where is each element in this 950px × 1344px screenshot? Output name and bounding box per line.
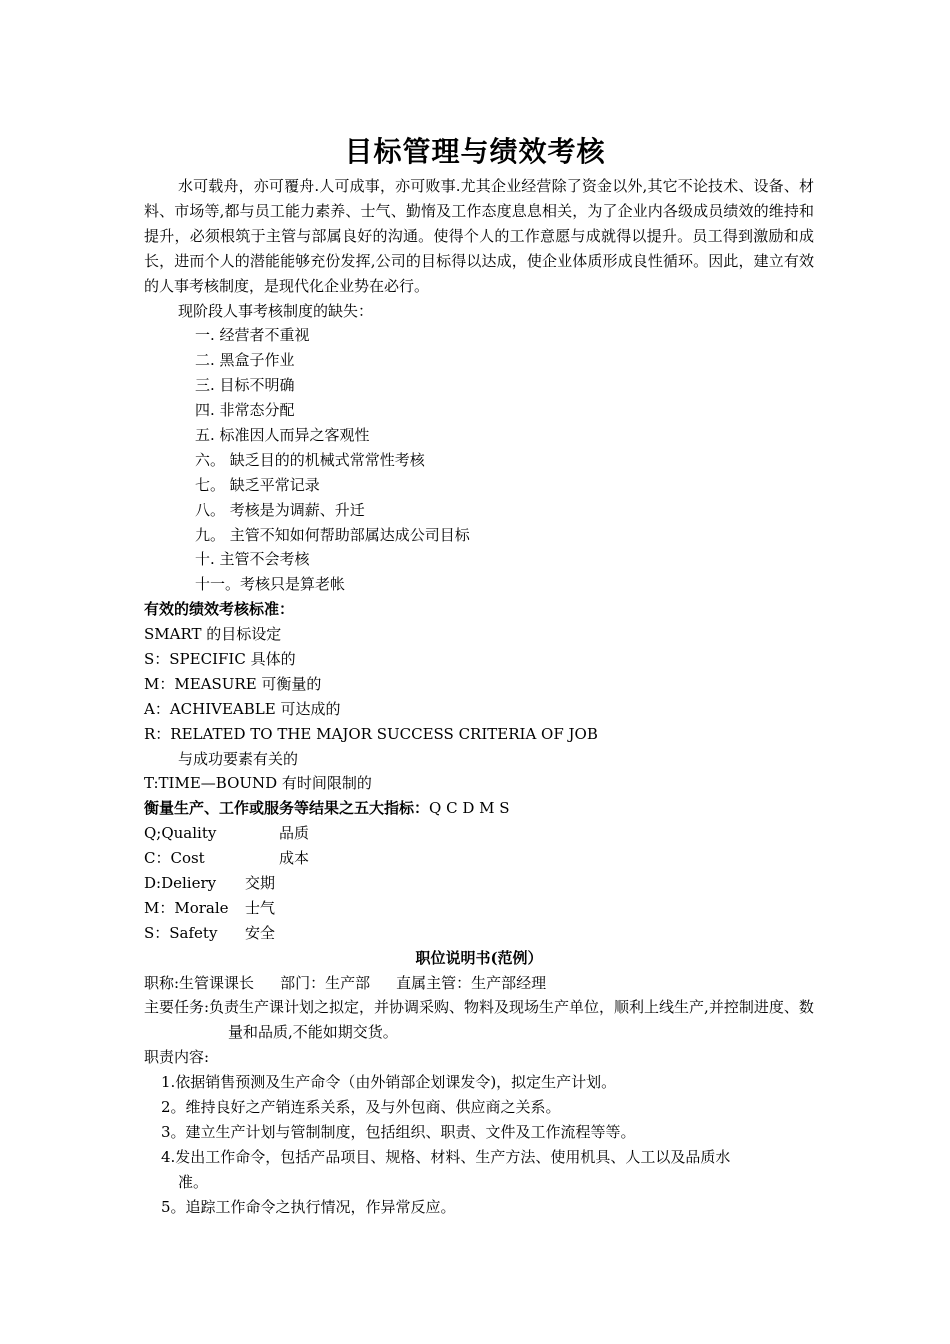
indicator-row [144, 821, 814, 846]
smart-item-s: S：SPECIFIC 具体的 [144, 650, 296, 668]
duty-item: 1.依据销售预测及生产命令（由外销部企划课发令)，拟定生产计划。 [161, 1073, 617, 1092]
list-item: 三. 目标不明确 [195, 376, 295, 395]
indicator-code: C：Cost [144, 849, 205, 868]
list-item: 十. 主管不会考核 [195, 550, 310, 569]
indicator-row [144, 896, 814, 921]
list-item: 八。 考核是为调薪、升迁 [195, 500, 365, 519]
duty-item: 3。建立生产计划与管制制度，包括组织、职责、文件及工作流程等等。 [161, 1122, 636, 1141]
smart-title: SMART 的目标设定 [144, 625, 282, 644]
defects-heading: 现阶段人事考核制度的缺失： [178, 301, 374, 320]
indicator-code: M：Morale [144, 898, 229, 917]
list-item: 二. 黑盒子作业 [195, 351, 295, 370]
duties-heading: 职责内容: [144, 1048, 210, 1067]
list-item: 十一。考核只是算老帐 [195, 575, 346, 594]
list-item: 七。 缺乏平常记录 [195, 475, 320, 494]
duty-item-continuation: 准。 [178, 1172, 209, 1191]
job-department: 部门：生产部 [280, 973, 371, 992]
indicator-meaning: 成本 [279, 849, 310, 868]
five-indicators-heading-bold: 衡量生产、工作或服务等结果之五大指标： [144, 799, 430, 818]
job-supervisor: 直属主管：生产部经理 [396, 973, 547, 992]
smart-item-a: A：ACHIVEABLE 可达成的 [144, 699, 341, 718]
indicator-meaning: 安全 [245, 923, 276, 942]
indicator-row [144, 921, 814, 946]
indicator-code: D:Deliery [144, 874, 217, 893]
document-body [144, 174, 814, 1220]
standard-heading: 有效的绩效考核标准： [144, 600, 295, 619]
five-indicators-codes: Q C D M S [429, 799, 510, 818]
intro-paragraph: 水可载舟，亦可覆舟.人可成事，亦可败事.尤其企业经营除了资金以外,其它不论技术、设备、材料、市场等,都与员工能力素养、士气、勤惰及工作态度息息相关，为了企业内各级成员绩效的维持和提升，必须根筑于主管与部属良好的沟通。使得个人的工作意愿与成就得以提升。员工得到激励和成长，进而个人的潜能能够充份发挥,公司的目标得以达成，使企业体质形成良性循环。因此，建立有效的人事考核制度，是现代化企业势在必行。 [144, 177, 814, 295]
list-item: 九。 主管不知如何帮助部属达成公司目标 [195, 525, 470, 544]
duty-item: 2。维持良好之产销连系关系，及与外包商、供应商之关系。 [161, 1098, 561, 1117]
job-description-heading: 职位说明书(范例） [415, 948, 543, 967]
indicator-code: Q;Quality [144, 824, 217, 843]
smart-item-t: T:TIME—BOUND 有时间限制的 [144, 774, 372, 793]
job-info-row [144, 971, 814, 996]
list-item: 五. 标准因人而异之客观性 [195, 425, 370, 444]
indicator-meaning: 士气 [245, 898, 276, 917]
smart-item-r: R：RELATED TO THE MAJOR SUCCESS CRITERIA OF JOB [144, 724, 598, 743]
duty-item: 4.发出工作命令，包括产品项目、规格、材料、生产方法、使用机具、人工以及品质水 [161, 1147, 731, 1166]
indicator-meaning: 交期 [245, 874, 276, 893]
duty-item: 5。追踪工作命令之执行情况，作异常反应。 [161, 1197, 456, 1216]
main-task: 主要任务:负责生产课计划之拟定，并协调采购、物料及现场生产单位，顺利上线生产,并控制进度、数量和品质,不能如期交货。 [144, 998, 814, 1042]
indicator-row [144, 846, 814, 871]
list-item: 一. 经营者不重视 [195, 326, 310, 345]
document-title: 目标管理与绩效考核 [344, 135, 606, 168]
indicator-meaning: 品质 [279, 824, 310, 843]
defects-list [144, 323, 814, 597]
job-position: 职称:生管课课长 [144, 973, 255, 992]
list-item: 六。 缺乏目的的机械式常常性考核 [195, 450, 425, 469]
smart-item-m: M：MEASURE 可衡量的 [144, 674, 322, 693]
smart-item-r-continuation: 与成功要素有关的 [178, 749, 299, 768]
five-indicators-heading [144, 796, 814, 821]
indicator-row [144, 871, 814, 896]
indicator-code: S：Safety [144, 923, 218, 942]
list-item: 四. 非常态分配 [195, 401, 295, 420]
